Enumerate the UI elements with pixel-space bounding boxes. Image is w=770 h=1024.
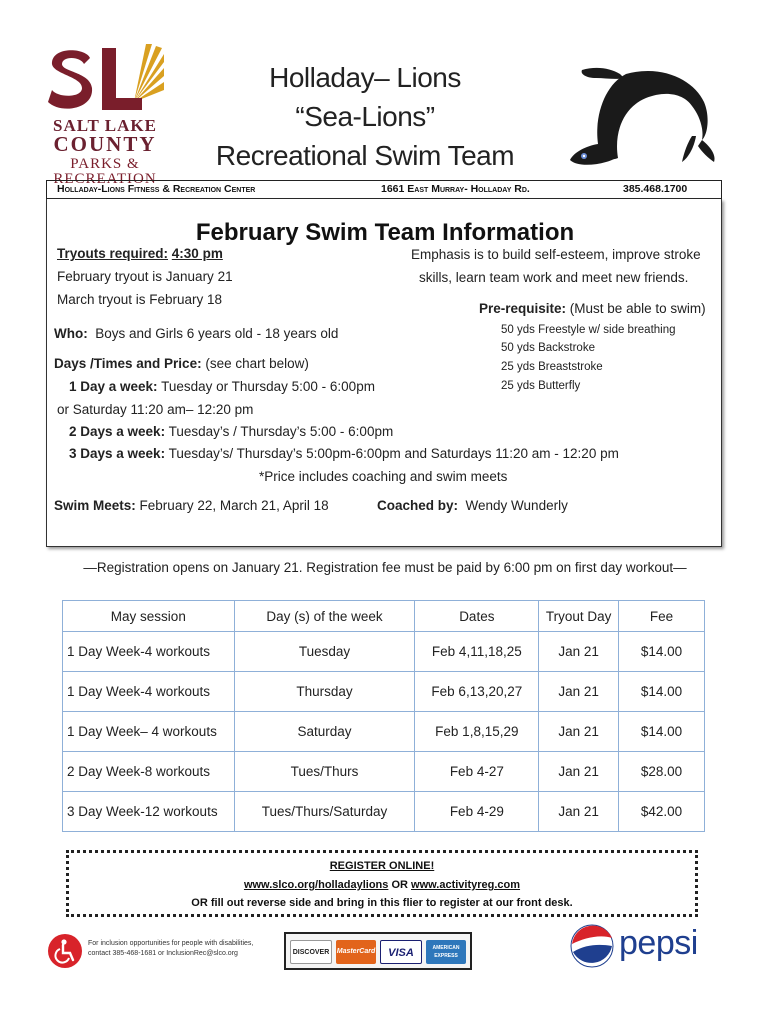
coach-label: Coached by: [377, 498, 459, 513]
cell-session: 1 Day Week– 4 workouts [63, 712, 235, 752]
register-links [69, 879, 695, 891]
cell-fee: $14.00 [619, 672, 705, 712]
title-line-1: Holladay– Lions [269, 62, 461, 93]
activityreg-link[interactable]: www.activityreg.com [411, 879, 521, 891]
cell-dates: Feb 6,13,20,27 [415, 672, 539, 712]
wheelchair-accessibility-icon [48, 934, 82, 968]
emphasis-line-2: skills, learn team work and meet new friends. [419, 270, 689, 285]
cell-fee: $42.00 [619, 792, 705, 832]
cell-days: Tues/Thurs [234, 752, 415, 792]
prereq-item: 25 yds Breaststroke [501, 361, 603, 373]
prereq-item: 50 yds Freestyle w/ side breathing [501, 324, 676, 336]
inclusion-line-2: contact 385-468-1681 or InclusionRec@slco.org [88, 950, 238, 957]
tryouts-time: 4:30 pm [171, 246, 223, 261]
one-day-line [69, 379, 375, 394]
who-label: Who: [54, 326, 88, 341]
schedule-table [62, 600, 705, 832]
three-day-label: 3 Days a week: [69, 446, 166, 461]
amex-card-icon: AMERICAN EXPRESS [426, 940, 466, 964]
registration-note: —Registration opens on January 21. Registration fee must be paid by 6:00 pm on first day workout— [83, 560, 687, 575]
slco-link[interactable]: www.slco.org/holladaylions [243, 879, 389, 891]
col-header-fee: Fee [619, 601, 705, 632]
coached-by-line [377, 498, 568, 513]
prereq-label: Pre-requisite: [479, 301, 567, 316]
pepsi-globe-icon [570, 924, 614, 968]
page-title [180, 58, 550, 175]
cell-tryout: Jan 21 [539, 792, 619, 832]
title-line-2: “Sea-Lions” [295, 101, 435, 132]
center-name: Holladay-Lions Fitness & Recreation Center [57, 183, 256, 195]
table-row [63, 632, 705, 672]
cell-session: 2 Day Week-8 workouts [63, 752, 235, 792]
inclusion-note [88, 939, 253, 959]
logo-text-salt-lake: SALT LAKE [53, 116, 157, 135]
logo-text-county: COUNTY [53, 132, 157, 156]
salt-lake-county-logo [46, 44, 164, 187]
table-row [63, 752, 705, 792]
mar-tryout: March tryout is February 18 [57, 292, 223, 307]
logo-text-parks: PARKS & [70, 156, 140, 172]
three-day-text: Tuesday’s/ Thursday’s 5:00pm-6:00pm and Saturdays 11:20 am - 12:20 pm [168, 446, 619, 461]
register-or: OR [388, 879, 412, 891]
table-row [63, 712, 705, 752]
logo-text-recreation: RECREATION [53, 171, 157, 187]
two-day-text: Tuesday’s / Thursday’s 5:00 - 6:00pm [168, 424, 394, 439]
swim-meets-line [54, 498, 329, 513]
center-address: 1661 East Murray- Holladay Rd. [381, 183, 530, 195]
who-line [54, 326, 338, 341]
cell-fee: $14.00 [619, 632, 705, 672]
col-header-days: Day (s) of the week [234, 601, 415, 632]
cell-tryout: Jan 21 [539, 632, 619, 672]
days-line [54, 356, 309, 371]
cell-days: Saturday [234, 712, 415, 752]
sea-lion-icon [566, 44, 718, 174]
cell-days: Tuesday [234, 632, 415, 672]
sl-logo-icon [46, 44, 164, 116]
table-row [63, 792, 705, 832]
title-line-3: Recreational Swim Team [215, 140, 515, 171]
one-day-text: Tuesday or Thursday 5:00 - 6:00pm [161, 379, 375, 394]
tryouts-line [57, 246, 223, 261]
center-info-bar [46, 180, 722, 199]
pepsi-wordmark: pepsi [619, 924, 698, 962]
mastercard-icon: MasterCard [336, 940, 376, 964]
who-text: Boys and Girls 6 years old - 18 years old [95, 326, 339, 341]
register-online-box [66, 850, 698, 917]
one-day-label: 1 Day a week: [69, 379, 158, 394]
cell-dates: Feb 4-27 [415, 752, 539, 792]
prereq-item: 25 yds Butterfly [501, 380, 581, 392]
cell-fee: $14.00 [619, 712, 705, 752]
cell-days: Thursday [234, 672, 415, 712]
cell-tryout: Jan 21 [539, 752, 619, 792]
tryouts-label: Tryouts required: [57, 246, 169, 261]
feb-tryout: February tryout is January 21 [57, 269, 233, 284]
payment-cards [284, 932, 472, 970]
table-row [63, 672, 705, 712]
cell-session: 1 Day Week-4 workouts [63, 632, 235, 672]
table-header-row [63, 601, 705, 632]
one-day-line-2: or Saturday 11:20 am– 12:20 pm [57, 402, 254, 417]
days-text: (see chart below) [205, 356, 309, 371]
info-heading: February Swim Team Information [195, 219, 575, 246]
col-header-tryout: Tryout Day [539, 601, 619, 632]
three-day-line [69, 446, 619, 461]
col-header-session: May session [63, 601, 235, 632]
register-title: REGISTER ONLINE! [329, 860, 435, 872]
cell-days: Tues/Thurs/Saturday [234, 792, 415, 832]
cell-dates: Feb 4,11,18,25 [415, 632, 539, 672]
cell-tryout: Jan 21 [539, 672, 619, 712]
cell-session: 3 Day Week-12 workouts [63, 792, 235, 832]
emphasis-line-1: Emphasis is to build self-esteem, improve stroke [411, 247, 701, 262]
prerequisite-line [479, 301, 706, 316]
meets-text: February 22, March 21, April 18 [139, 498, 329, 513]
cell-fee: $28.00 [619, 752, 705, 792]
swim-team-info-box [46, 199, 722, 547]
center-phone: 385.468.1700 [623, 183, 688, 195]
inclusion-line-1: For inclusion opportunities for people with disabilities, [88, 940, 254, 947]
prereq-item: 50 yds Backstroke [501, 342, 595, 354]
two-day-line [69, 424, 393, 439]
meets-label: Swim Meets: [54, 498, 136, 513]
cell-dates: Feb 4-29 [415, 792, 539, 832]
price-note: *Price includes coaching and swim meets [259, 469, 508, 484]
discover-card-icon: DISCOVER [290, 940, 332, 964]
coach-text: Wendy Wunderly [465, 498, 568, 513]
visa-card-icon: VISA [380, 940, 422, 964]
col-header-dates: Dates [415, 601, 539, 632]
two-day-label: 2 Days a week: [69, 424, 166, 439]
cell-tryout: Jan 21 [539, 712, 619, 752]
register-front-desk: OR fill out reverse side and bring in this flier to register at our front desk. [191, 897, 573, 909]
cell-session: 1 Day Week-4 workouts [63, 672, 235, 712]
prereq-text: (Must be able to swim) [569, 301, 706, 316]
days-label: Days /Times and Price: [54, 356, 202, 371]
cell-dates: Feb 1,8,15,29 [415, 712, 539, 752]
